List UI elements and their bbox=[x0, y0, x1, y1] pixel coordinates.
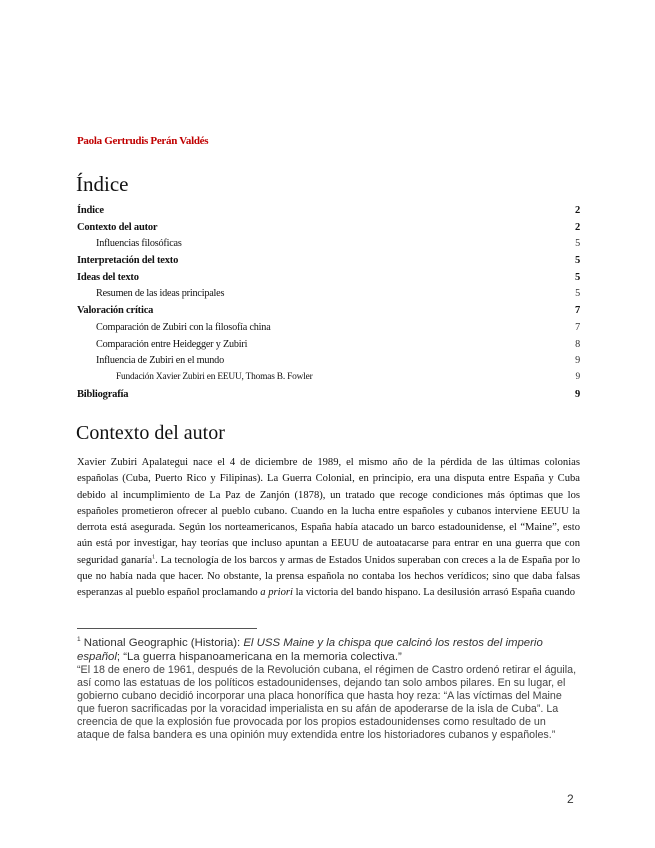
toc-entry-page: 7 bbox=[574, 305, 580, 317]
footnote-reference[interactable]: 1 bbox=[152, 553, 156, 560]
toc-entry-page: 5 bbox=[574, 255, 580, 267]
footnote-mark: 1 bbox=[77, 636, 81, 643]
toc-entry-label: Contexto del autor bbox=[77, 221, 158, 233]
toc-entry-ideas[interactable] bbox=[77, 272, 580, 289]
toc-entry-page: 8 bbox=[575, 338, 580, 350]
toc-entry-indice[interactable] bbox=[77, 205, 580, 222]
toc-entry-page: 5 bbox=[574, 271, 580, 283]
toc-entry-label: Fundación Xavier Zubiri en EEUU, Thomas B. Fowler bbox=[116, 371, 313, 382]
toc-entry-page: 7 bbox=[575, 321, 580, 333]
toc-entry-valoracion[interactable] bbox=[77, 305, 580, 322]
toc-entry-contexto[interactable] bbox=[77, 222, 580, 239]
toc-entry-page: 2 bbox=[574, 205, 580, 216]
toc-entry-page: 5 bbox=[575, 288, 580, 300]
toc-entry-china[interactable] bbox=[77, 322, 580, 339]
toc-entry-label: Interpretación del texto bbox=[77, 255, 179, 267]
toc-entry-heidegger[interactable] bbox=[77, 339, 580, 356]
page-number: 2 bbox=[567, 792, 574, 806]
toc-entry-page: 9 bbox=[574, 388, 580, 400]
toc-entry-influencias[interactable] bbox=[77, 238, 580, 255]
toc-entry-page: 9 bbox=[575, 355, 580, 367]
toc-entry-label: Comparación de Zubiri con la filosofía china bbox=[96, 321, 271, 333]
section-title: Contexto del autor bbox=[76, 422, 225, 444]
toc-entry-label: Valoración crítica bbox=[77, 305, 154, 317]
footnote-citation bbox=[77, 633, 577, 664]
paragraph-text-b: . La tecnología de los barcos y armas de Estados Unidos superaban con creces a la de España por lo que no había nada que hacer. No obstante, la prensa española no contaba los hechos verídicos; sino que daba falsas esperanzas al pueblo español proclamando bbox=[77, 554, 580, 598]
footnote-quote: “El 18 de enero de 1961, después de la Revolución cubana, el régimen de Castro ordenó retirar el águila, así como las estatuas de los políticos estadounidenses, dejando tan solo ambos pilares. En su lugar, el gobierno cubano decidió incorporar una placa honorífica que hasta hoy reza: “A las víctimas del Maine que fueron sacrificadas por la voracidad imperialista en su afán de apoderarse de la isla de Cuba”. La creencia de que la explosión fue provocada por los propios estadounidenses como resultado de un ataque de falsa bandera es una opinión muy extendida entre los historiadores cubanos y españoles.” bbox=[77, 663, 577, 742]
toc-entry-bibliografia[interactable] bbox=[77, 389, 580, 406]
footnote bbox=[77, 633, 577, 742]
toc-entry-page: 5 bbox=[575, 238, 580, 250]
paragraph-emphasis: a priori bbox=[260, 587, 293, 598]
toc-entry-label: Comparación entre Heidegger y Zubiri bbox=[96, 338, 248, 350]
footnote-separator bbox=[77, 628, 257, 629]
author-name: Paola Gertrudis Perán Valdés bbox=[77, 135, 209, 147]
footnote-article-title: El USS Maine y la chispa que calcinó los restos del imperio español bbox=[77, 636, 543, 663]
toc-entry-interpretacion[interactable] bbox=[77, 255, 580, 272]
toc-entry-resumen[interactable] bbox=[77, 288, 580, 305]
paragraph-text-c: la victoria del bando hispano. La desilusión arrasó España cuando bbox=[292, 587, 576, 598]
table-of-contents bbox=[77, 205, 580, 405]
toc-entry-label: Resumen de las ideas principales bbox=[96, 288, 225, 300]
toc-entry-label: Bibliografía bbox=[77, 388, 129, 400]
toc-entry-influencia-mundo[interactable] bbox=[77, 355, 580, 372]
toc-entry-fundacion[interactable] bbox=[77, 372, 580, 389]
toc-entry-page: 2 bbox=[574, 221, 580, 233]
toc-entry-label: Índice bbox=[77, 205, 104, 216]
paragraph-text-a: Xavier Zubiri Apalategui nace el 4 de diciembre de 1989, el mismo año de la pérdida de las últimas colonias españolas (Cuba, Puerto Rico y Filipinas). La Guerra Colonial, en principio, era una disputa entre España y Cuba debido al incumplimiento de La Paz de Zanjón (1878), un tratado que recoge condiciones más óptimas que los españoles prometieron ofrecer al pueblo cubano. Cuando en la lucha entre españoles y cubanos interviene EEUU la derrota está asegurada. Según los norteamericanos, España había atacado un barco estadounidense, el “Maine”, esto aún está por investigar, hay teorías que incluso apuntan a EEUU de autoatacarse para entrar en una guerra que con seguridad ganaría bbox=[77, 457, 580, 566]
toc-entry-page: 9 bbox=[575, 371, 580, 382]
body-paragraph bbox=[77, 455, 580, 601]
toc-entry-label: Influencias filosóficas bbox=[96, 238, 182, 250]
footnote-source: National Geographic (Historia): bbox=[80, 636, 244, 649]
toc-entry-label: Ideas del texto bbox=[77, 271, 139, 283]
toc-title: Índice bbox=[76, 172, 129, 196]
toc-entry-label: Influencia de Zubiri en el mundo bbox=[96, 355, 224, 367]
footnote-subtitle: ; “La guerra hispanoamericana en la memoria colectiva.” bbox=[116, 650, 402, 663]
